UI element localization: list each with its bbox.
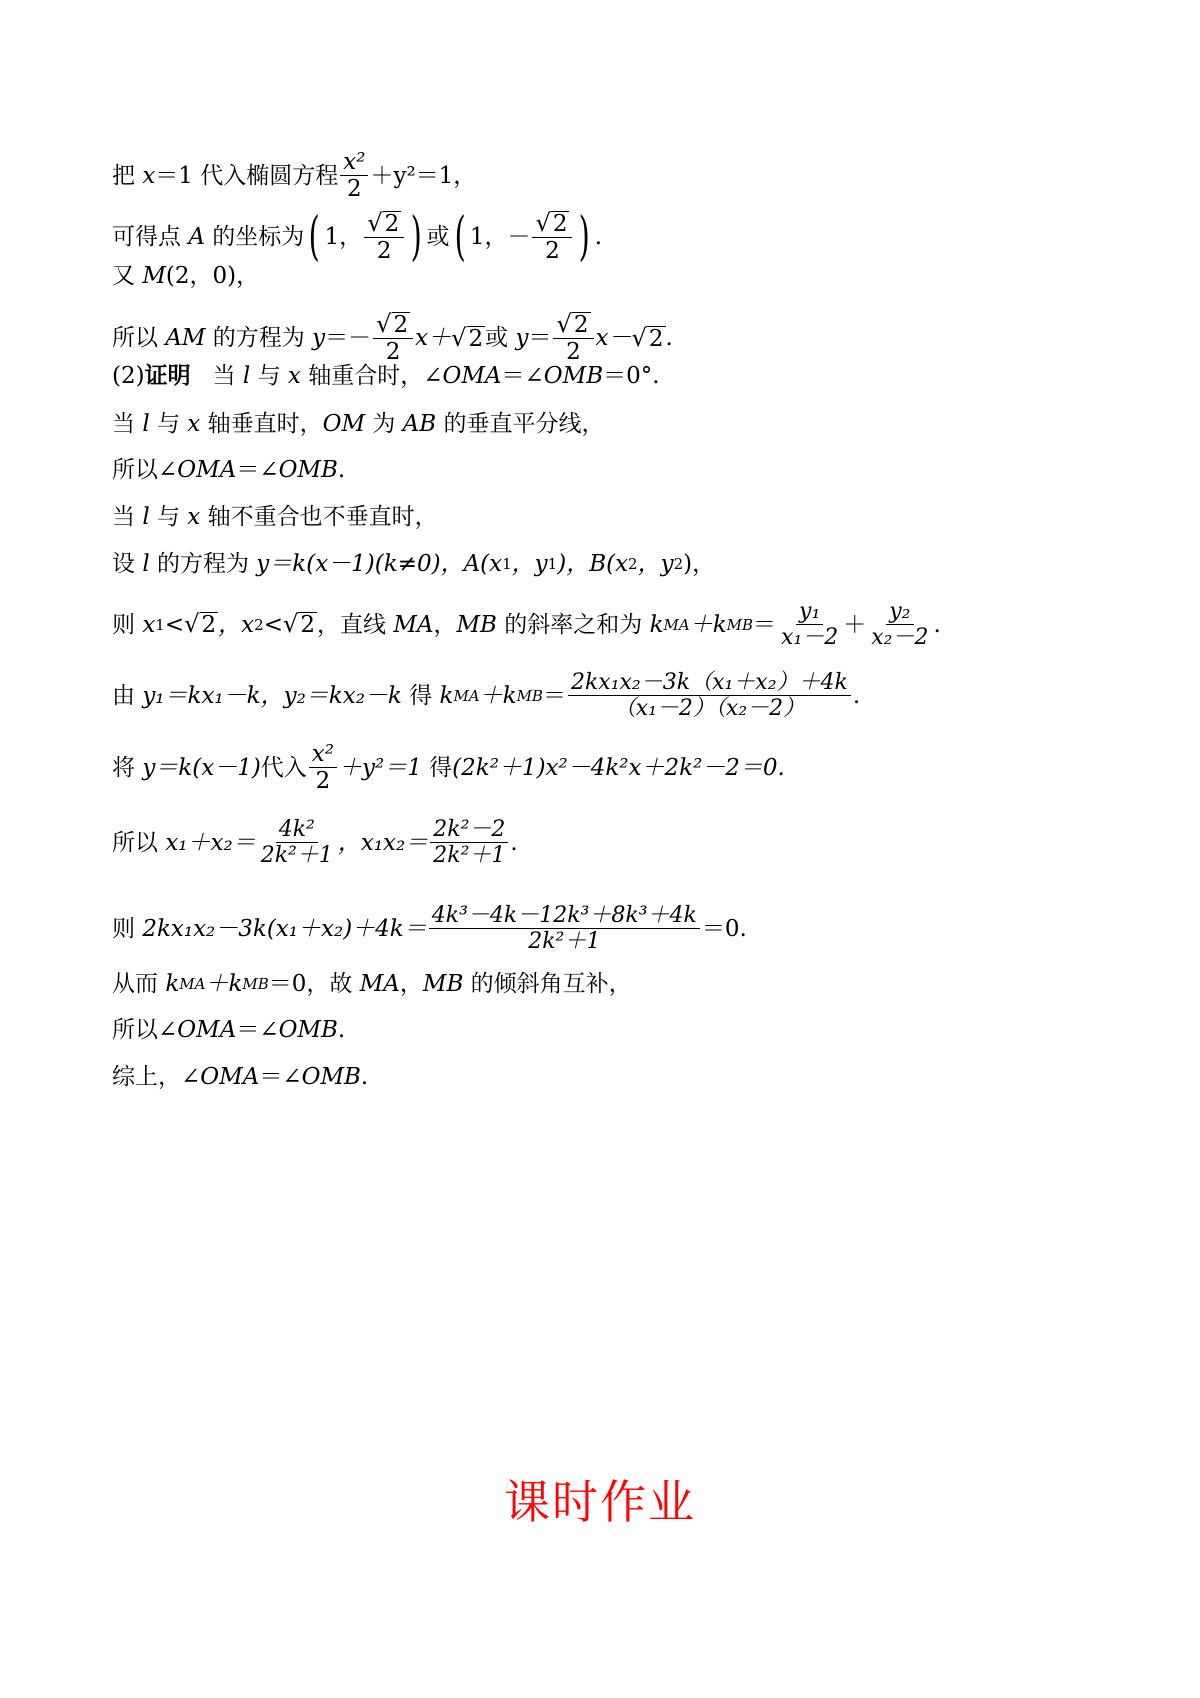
text: 或	[485, 325, 509, 352]
right-paren: )	[410, 207, 422, 268]
text: 由	[112, 682, 135, 709]
text: .	[337, 457, 346, 483]
line-6	[112, 410, 604, 438]
var-l: l	[142, 504, 150, 530]
fraction: $\frac{\text{y₁}}{\text{x₁－2}}$	[781, 599, 839, 651]
text: 的坐标为	[212, 224, 305, 251]
text: 把	[112, 162, 135, 189]
right-paren: )	[579, 207, 591, 268]
line-8	[112, 503, 438, 531]
var-AB: AB	[402, 411, 437, 437]
line-17: 综上，∠ OMA ＝∠ OMB .	[112, 1064, 369, 1090]
fraction	[532, 211, 572, 263]
text: 轴垂直时，	[207, 411, 323, 437]
line-10: 则 x 1 < √ 2 ，x 2 < √ 2 ，直线 MA ， MB 的斜率之和为 k MA ＋k MB ＝ $\frac{\text{y₁}}{\text{x₁－2}}$ ＋ $\frac{\text{y₂}}{\text{x₂－2}}$ .	[112, 599, 941, 651]
text: 当	[112, 504, 135, 530]
text: 的方程为	[212, 325, 305, 352]
line-12: 将 y＝k(x－1) 代入 $\frac{\text{x²}}{2}$ ＋y²＝1 得 (2k²＋1)x²－4k²x＋2k²－2＝0.	[112, 741, 785, 795]
text: (2，0)，	[165, 263, 260, 289]
fraction	[340, 150, 368, 201]
line-7	[112, 456, 345, 484]
var-y: y	[312, 325, 326, 352]
fraction: $\frac{\text{4k³－4k－12k³＋8k³＋4k}}{\text{2k²＋1}}$	[429, 904, 700, 953]
numerator: √ 2	[373, 312, 413, 339]
text: 的垂直平分线，	[443, 411, 605, 437]
fraction: $\frac{\text{4k²}}{\text{2k²＋1}}$	[260, 817, 333, 869]
numerator: √ 2	[532, 211, 572, 238]
text: 轴重合时，∠	[308, 363, 443, 389]
text: 将	[112, 754, 135, 781]
text: .	[665, 325, 673, 352]
angle-omb: OMB	[543, 363, 604, 389]
angle-oma: OMA	[442, 363, 502, 389]
line-11: 由 y₁＝kx₁－k，y₂＝kx₂－k 得 k MA ＋k MB ＝ $\frac{\text{2kx₁x₂－3k（x₁＋x₂）＋4k}}{\text{（x₁－2）（x₂－2）}}$ .	[112, 670, 861, 722]
text: 所以	[112, 325, 158, 352]
fraction: $\frac{\text{2kx₁x₂－3k（x₁＋x₂）＋4k}}{\text{（x₁－2）（x₂－2）}}$	[568, 671, 851, 720]
equation: y＝k(x－1)(k≠0)，A(x	[256, 551, 503, 577]
text: 1，－	[469, 224, 531, 251]
text: 与	[156, 504, 180, 530]
text: ＋y²＝1，	[370, 162, 477, 189]
sqrt: √ 2	[184, 610, 217, 639]
text: 与	[156, 411, 180, 437]
line-16: 所以∠ OMA ＝∠ OMB .	[112, 1017, 346, 1043]
denominator: 2	[566, 339, 581, 366]
text: 与	[257, 363, 281, 389]
text: 设	[112, 551, 135, 577]
text: 可得点	[112, 224, 181, 251]
text: 所以∠	[112, 1017, 178, 1043]
angle-omb: OMB	[278, 457, 338, 483]
section-title: 课时作业	[504, 1475, 696, 1529]
fraction: $\frac{\text{2k²－2}}{\text{2k²＋1}}$	[430, 818, 508, 867]
denominator: 2	[545, 238, 560, 265]
line-14: 则 2kx₁x₂－3k(x₁＋x₂)＋4k＝ $\frac{\text{4k³－4k－12k³＋8k³＋4k}}{\text{2k²＋1}}$ ＝0.	[112, 903, 747, 955]
line-1	[112, 150, 476, 201]
line-3	[112, 262, 259, 290]
text: 综上，∠	[112, 1064, 201, 1090]
fraction	[553, 312, 593, 364]
numerator: √ 2	[553, 312, 593, 339]
text: ＝1 代入椭圆方程	[155, 162, 339, 189]
text: ＝∠	[501, 363, 544, 389]
text: x＋	[415, 325, 452, 352]
var-x: x	[287, 363, 301, 389]
var-OM: OM	[322, 411, 365, 437]
text: 则	[112, 915, 135, 942]
equation: y₁＝kx₁－k，y₂＝kx₂－k	[142, 682, 402, 709]
numerator: √ 2	[364, 211, 404, 238]
fraction	[364, 211, 404, 263]
text: (2)	[112, 363, 145, 389]
left-paren: (	[454, 207, 466, 268]
var-M: M	[142, 263, 166, 289]
proof-label: 证明	[144, 362, 191, 389]
text: 为	[372, 411, 396, 437]
left-paren: (	[308, 207, 320, 268]
fraction: $\frac{\text{y₂}}{\text{x₂－2}}$	[871, 599, 929, 651]
text: 1，	[324, 224, 363, 251]
text: x－	[595, 325, 632, 352]
fraction	[373, 312, 413, 364]
var-y: y	[515, 325, 529, 352]
denominator: 2	[385, 339, 401, 366]
var-l: l	[142, 551, 150, 577]
text: 或	[426, 224, 450, 251]
text: ＝∠	[236, 457, 279, 483]
var-l: l	[242, 363, 251, 389]
var-AM: AM	[165, 325, 206, 352]
text: 从而	[112, 971, 158, 997]
line-15: 从而 k MA ＋k MB ＝0，故 MA ， MB 的倾斜角互补，	[112, 971, 632, 997]
line-9: 设 l 的方程为 y＝k(x－1)(k≠0)，A(x 1 ，y 1 )，B(x 2 ，y 2 )，	[112, 551, 716, 577]
text: ＝－	[325, 325, 372, 352]
text: 当	[212, 363, 236, 389]
line-4	[112, 312, 673, 364]
var-l: l	[142, 411, 150, 437]
line-13: 所以 x₁＋x₂＝ $\frac{\text{4k²}}{\text{2k²＋1}}$ ，x₁x₂＝ $\frac{\text{2k²－2}}{\text{2k²＋1}}$ .	[112, 817, 518, 869]
text: ＝	[528, 325, 552, 352]
sqrt: √ 2	[631, 323, 664, 352]
denominator: 2	[347, 176, 362, 203]
angle-oma: OMA	[177, 457, 237, 483]
var-x: x	[187, 504, 201, 530]
text: 当	[112, 411, 135, 437]
text: ＝0°.	[603, 363, 660, 389]
text: 则	[112, 611, 135, 638]
line-5	[112, 362, 660, 390]
sqrt: √ 2	[282, 610, 315, 639]
text: 又	[112, 263, 135, 289]
fraction: $\frac{\text{x²}}{2}$	[309, 742, 337, 793]
text: 轴不重合也不垂直时，	[207, 504, 438, 530]
var-x: x	[142, 162, 156, 189]
text: 所以∠	[112, 457, 178, 483]
numerator: x²	[340, 150, 368, 176]
line-2	[112, 207, 603, 268]
text: .	[594, 224, 603, 251]
text: 的方程为	[156, 551, 249, 577]
var-x: x	[187, 411, 201, 437]
sqrt: √ 2	[451, 323, 484, 352]
var-A: A	[188, 224, 205, 251]
text: 所以	[112, 829, 158, 856]
denominator: 2	[376, 238, 392, 265]
